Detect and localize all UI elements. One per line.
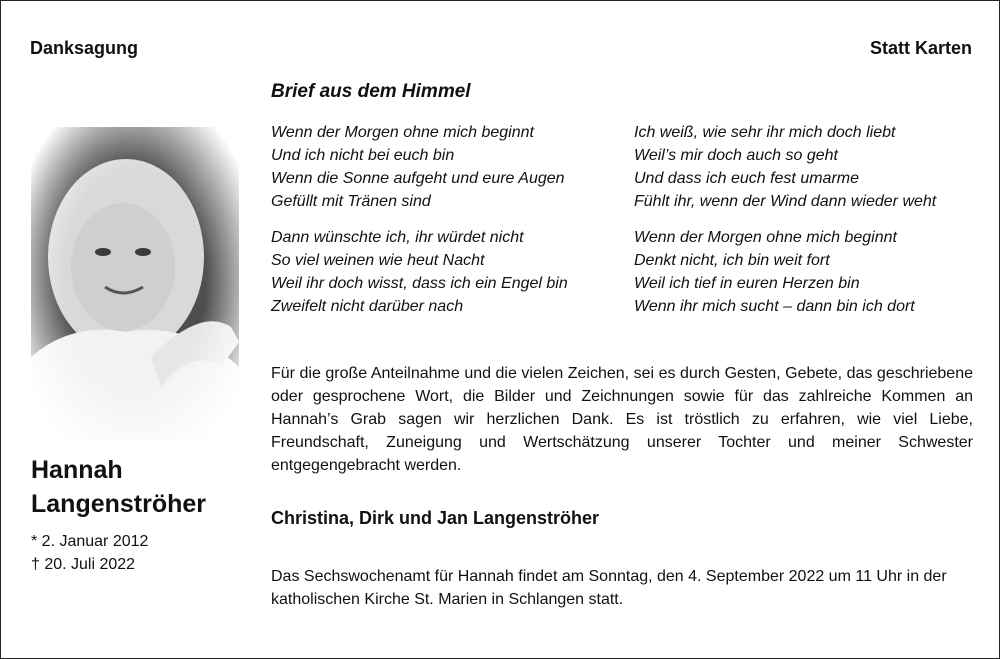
poem-line: Wenn der Morgen ohne mich beginnt xyxy=(634,229,897,246)
poem-stanza-1 xyxy=(271,121,565,213)
service-announcement: Das Sechswochenamt für Hannah findet am Sonntag, den 4. September 2022 um 11 Uhr in der katholischen Kirche St. Marien in Schlangen statt. xyxy=(271,568,947,608)
poem-line: So viel weinen wie heut Nacht xyxy=(271,252,485,269)
life-dates xyxy=(31,530,148,576)
poem-line: Ich weiß, wie sehr ihr mich doch liebt xyxy=(634,124,896,141)
header-statt-karten: Statt Karten xyxy=(869,38,972,58)
death-date: † 20. Juli 2022 xyxy=(31,556,136,573)
portrait-photo xyxy=(31,127,239,441)
poem-stanza-2 xyxy=(271,226,568,318)
poem-line: Weil’s mir doch auch so geht xyxy=(634,147,838,164)
poem-line: Dann wünschte ich, ihr würdet nicht xyxy=(271,229,524,246)
poem-line: Und dass ich euch fest umarme xyxy=(634,170,859,187)
poem-line: Fühlt ihr, wenn der Wind dann wieder weht xyxy=(634,193,937,210)
poem-line: Weil ihr doch wisst, dass ich ein Engel bin xyxy=(271,275,568,292)
poem-line: Wenn ihr mich sucht – dann bin ich dort xyxy=(634,298,915,315)
poem-stanza-4 xyxy=(634,226,915,318)
header-danksagung: Danksagung xyxy=(30,38,139,58)
poem-line: Gefüllt mit Tränen sind xyxy=(271,193,431,210)
thanks-paragraph: Für die große Anteilnahme und die vielen Zeichen, sei es durch Gesten, Gebete, das geschriebene oder gesprochene Wort, die Bilder und Zeichnungen sowie für das zahlreiche Kommen an Hannah’s Grab sagen wir herzlichen Dank. Es ist tröstlich zu erfahren, wie viel Liebe, Freundschaft, Zuneigung und Wertschätzung unserer Tochter und meiner Schwester entgegengebracht werden. xyxy=(271,365,973,474)
poem-line: Wenn die Sonne aufgeht und eure Augen xyxy=(271,170,565,187)
poem-line: Zweifelt nicht darüber nach xyxy=(271,298,464,315)
poem-line: Und ich nicht bei euch bin xyxy=(271,147,455,164)
deceased-name xyxy=(31,453,206,521)
poem-line: Wenn der Morgen ohne mich beginnt xyxy=(271,124,534,141)
first-name: Hannah xyxy=(31,456,123,484)
last-name: Langenströher xyxy=(31,490,207,518)
family-signature: Christina, Dirk und Jan Langenströher xyxy=(271,508,600,528)
birth-date: * 2. Januar 2012 xyxy=(31,533,149,550)
poem-line: Weil ich tief in euren Herzen bin xyxy=(634,275,860,292)
poem-stanza-3 xyxy=(634,121,936,213)
poem-line: Denkt nicht, ich bin weit fort xyxy=(634,252,830,269)
poem-title: Brief aus dem Himmel xyxy=(271,81,471,102)
